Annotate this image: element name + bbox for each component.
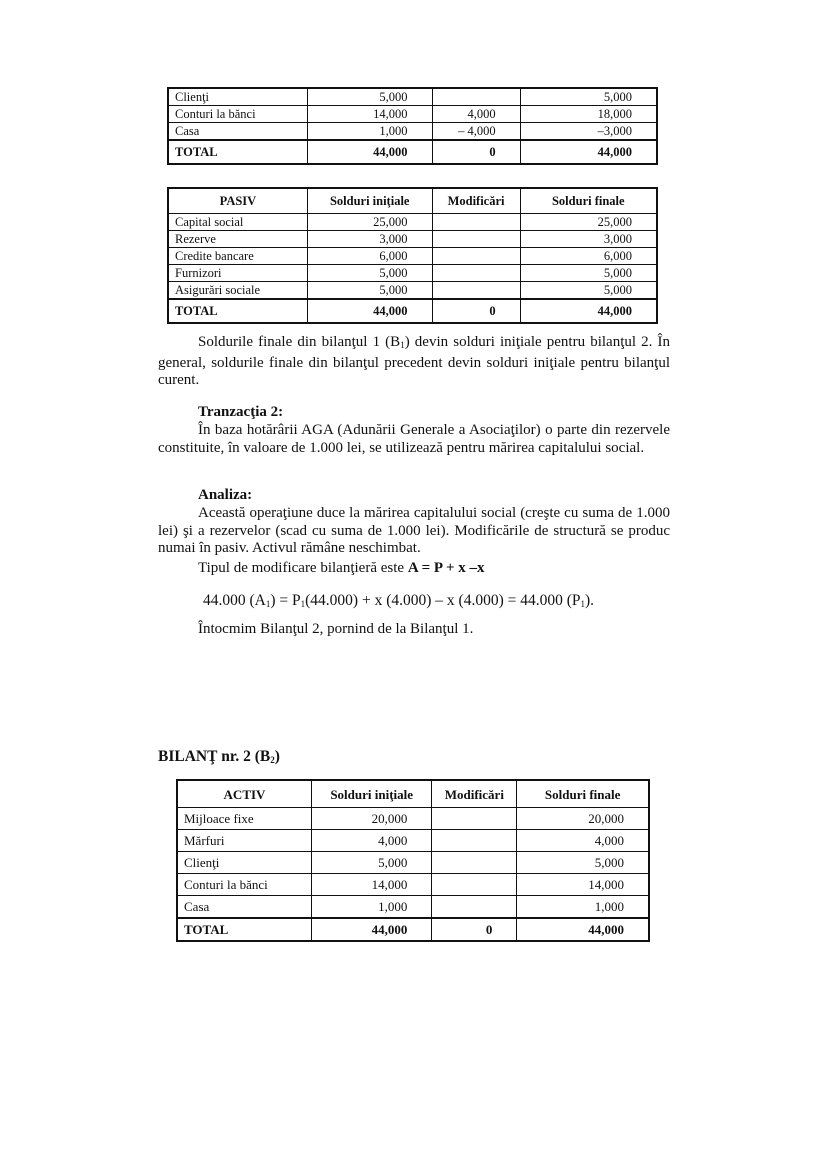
formula: A = P + x –x bbox=[407, 560, 485, 576]
initial-balance-cell: 4,000 bbox=[312, 830, 432, 852]
paragraph-analiza: Această operaţiune duce la mărirea capitalului social (creşte cu suma de 1.000 lei) şi a rezervelor (scad cu suma de 1.000 lei). Modificările de structură se produc numai în pasiv. Activul rămâne neschimbat. bbox=[158, 505, 670, 556]
row-label-cell: Clienţi bbox=[168, 88, 307, 106]
table-row bbox=[168, 214, 657, 231]
text: ) devin solduri iniţiale pentru bilanţul 2. În general, soldurile finale din bilanţul precedent devin solduri iniţiale pentru bilanţul curent. bbox=[158, 334, 670, 388]
initial-balance-cell: 3,000 bbox=[307, 231, 432, 248]
initial-balance-cell: 14,000 bbox=[312, 874, 432, 896]
activ-table-b1-continued bbox=[167, 87, 658, 165]
modification-cell: – 4,000 bbox=[432, 123, 520, 141]
final-balance-cell: 1,000 bbox=[517, 896, 649, 919]
final-balance-cell: 25,000 bbox=[520, 214, 657, 231]
paragraph-solduri bbox=[158, 334, 670, 390]
modification-cell: 4,000 bbox=[432, 106, 520, 123]
paragraph-intocmim: Întocmim Bilanţul 2, pornind de la Bilanţul 1. bbox=[198, 621, 474, 637]
row-label-cell: TOTAL bbox=[168, 140, 307, 164]
row-label-cell: ACTIV bbox=[177, 780, 312, 808]
pasiv-table-b1 bbox=[167, 187, 658, 324]
heading-bilant-2: BILANŢ nr. 2 $(B_2)$ bbox=[158, 748, 280, 765]
final-balance-cell: 3,000 bbox=[520, 231, 657, 248]
modification-cell bbox=[432, 265, 520, 282]
modification-cell bbox=[432, 808, 517, 830]
row-label-cell: Conturi la bănci bbox=[177, 874, 312, 896]
header-row bbox=[177, 780, 649, 808]
final-balance-cell: 20,000 bbox=[517, 808, 649, 830]
row-label-cell: Capital social bbox=[168, 214, 307, 231]
final-balance-cell: –3,000 bbox=[520, 123, 657, 141]
initial-balance-cell: 1,000 bbox=[312, 896, 432, 919]
paragraph-tip-modificare bbox=[158, 560, 670, 578]
final-balance-cell: 5,000 bbox=[520, 265, 657, 282]
final-balance-cell: 44,000 bbox=[520, 140, 657, 164]
initial-balance-cell: 44,000 bbox=[307, 140, 432, 164]
initial-balance-cell: 5,000 bbox=[312, 852, 432, 874]
final-balance-cell: 4,000 bbox=[517, 830, 649, 852]
modification-cell bbox=[432, 214, 520, 231]
subscript: 1 bbox=[400, 340, 405, 350]
table-row bbox=[177, 852, 649, 874]
initial-balance-cell: Solduri iniţiale bbox=[307, 188, 432, 214]
row-label-cell: Asigurări sociale bbox=[168, 282, 307, 300]
row-label-cell: Furnizori bbox=[168, 265, 307, 282]
heading-tranzactia-2: Tranzacţia 2: bbox=[198, 404, 284, 420]
total-row bbox=[168, 299, 657, 323]
initial-balance-cell: 20,000 bbox=[312, 808, 432, 830]
table-row bbox=[177, 874, 649, 896]
row-label-cell: Mărfuri bbox=[177, 830, 312, 852]
modification-cell bbox=[432, 830, 517, 852]
row-label-cell: Credite bancare bbox=[168, 248, 307, 265]
modification-cell: 0 bbox=[432, 918, 517, 941]
paragraph-tranzactia: În baza hotărârii AGA (Adunării Generale a Asociaţilor) o parte din rezervele constituite, în valoare de 1.000 lei, se utilizează pentru mărirea capitalului social. bbox=[158, 422, 670, 456]
row-label-cell: TOTAL bbox=[168, 299, 307, 323]
total-row bbox=[168, 140, 657, 164]
modification-cell bbox=[432, 852, 517, 874]
row-label-cell: Conturi la bănci bbox=[168, 106, 307, 123]
table-row bbox=[177, 830, 649, 852]
final-balance-cell: 5,000 bbox=[517, 852, 649, 874]
final-balance-cell: 44,000 bbox=[520, 299, 657, 323]
row-label-cell: Mijloace fixe bbox=[177, 808, 312, 830]
table-row bbox=[168, 106, 657, 123]
final-balance-cell: 14,000 bbox=[517, 874, 649, 896]
table-row bbox=[168, 231, 657, 248]
initial-balance-cell: Solduri iniţiale bbox=[312, 780, 432, 808]
text: Tipul de modificare bilanţieră este bbox=[198, 560, 408, 576]
row-label-cell: Clienţi bbox=[177, 852, 312, 874]
initial-balance-cell: 6,000 bbox=[307, 248, 432, 265]
table-row bbox=[168, 88, 657, 106]
modification-cell bbox=[432, 896, 517, 919]
modification-cell: 0 bbox=[432, 140, 520, 164]
row-label-cell: TOTAL bbox=[177, 918, 312, 941]
modification-cell: 0 bbox=[432, 299, 520, 323]
table-row bbox=[168, 265, 657, 282]
initial-balance-cell: 1,000 bbox=[307, 123, 432, 141]
row-label-cell: PASIV bbox=[168, 188, 307, 214]
table-row bbox=[168, 123, 657, 141]
modification-cell: Modificări bbox=[432, 188, 520, 214]
initial-balance-cell: 5,000 bbox=[307, 88, 432, 106]
initial-balance-cell: 5,000 bbox=[307, 265, 432, 282]
equation: 44.000 $(A_1) = P_1(44.000) + x$ (4.000) – x (4.000) = 44.000 $(P_1)$. bbox=[203, 592, 595, 609]
row-label-cell: Casa bbox=[168, 123, 307, 141]
row-label-cell: Rezerve bbox=[168, 231, 307, 248]
row-label-cell: Casa bbox=[177, 896, 312, 919]
table-row bbox=[168, 248, 657, 265]
text: Soldurile finale din bilanţul 1 (B bbox=[198, 334, 401, 350]
modification-cell bbox=[432, 874, 517, 896]
total-row bbox=[177, 918, 649, 941]
final-balance-cell: Solduri finale bbox=[517, 780, 649, 808]
final-balance-cell: 5,000 bbox=[520, 282, 657, 300]
initial-balance-cell: 5,000 bbox=[307, 282, 432, 300]
final-balance-cell: 5,000 bbox=[520, 88, 657, 106]
heading-analiza: Analiza: bbox=[198, 487, 253, 503]
modification-cell: Modificări bbox=[432, 780, 517, 808]
header-row bbox=[168, 188, 657, 214]
initial-balance-cell: 14,000 bbox=[307, 106, 432, 123]
initial-balance-cell: 44,000 bbox=[312, 918, 432, 941]
initial-balance-cell: 25,000 bbox=[307, 214, 432, 231]
final-balance-cell: Solduri finale bbox=[520, 188, 657, 214]
final-balance-cell: 6,000 bbox=[520, 248, 657, 265]
table-row bbox=[168, 282, 657, 300]
table-row bbox=[177, 896, 649, 919]
activ-table-b2 bbox=[176, 779, 650, 942]
table-row bbox=[177, 808, 649, 830]
modification-cell bbox=[432, 282, 520, 300]
final-balance-cell: 18,000 bbox=[520, 106, 657, 123]
modification-cell bbox=[432, 88, 520, 106]
modification-cell bbox=[432, 231, 520, 248]
modification-cell bbox=[432, 248, 520, 265]
final-balance-cell: 44,000 bbox=[517, 918, 649, 941]
initial-balance-cell: 44,000 bbox=[307, 299, 432, 323]
